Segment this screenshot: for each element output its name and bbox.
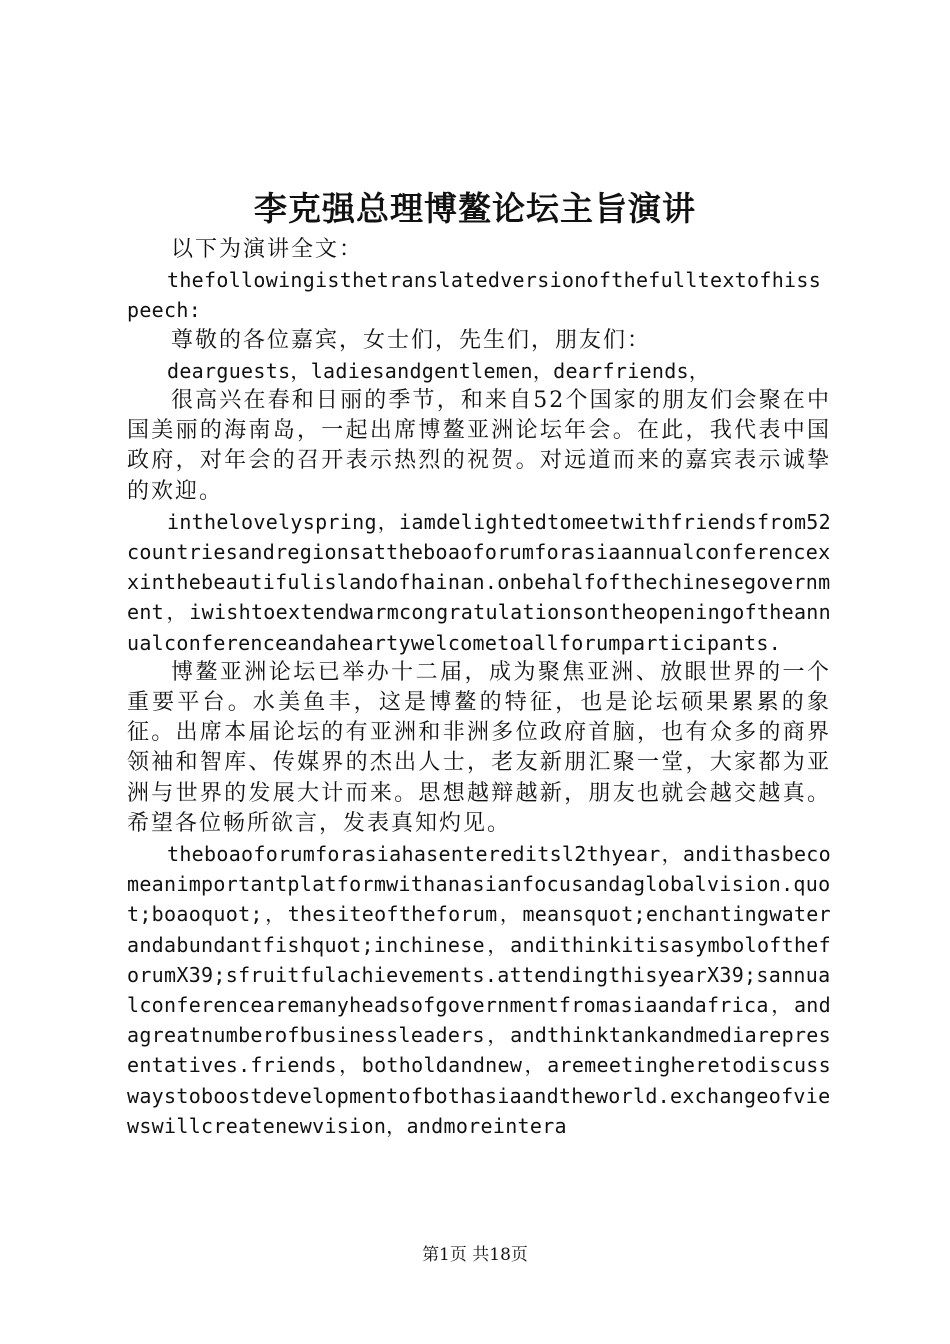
paragraph-greeting-zh: 尊敬的各位嘉宾，女士们，先生们，朋友们： — [171, 327, 652, 353]
document-body — [127, 235, 831, 1141]
document-title: 李克强总理博鳌论坛主旨演讲 — [254, 189, 696, 228]
paragraph-forum-en: theboaoforumforasiahasentereditsl2thyear，andithasbecomeanimportantplatformwithanasianfocusandaglobalvision.quot;boaoquot;，thesiteoftheforum，meansquot;enchantingwaterandabundantfishquot;inchinese，andithinkitisasymboloftheforumX39;sfruitfulachievements.attendingthisyearX39;sannualconferencearemanyheadsofgovernmentfromasiaandafrica，andagreatnumberofbusinessleaders，andthinktankandmediarepresentatives.friends，botholdandnew，aremeetingheretodiscusswaystoboostdevelopmentofbothasiaandtheworld.exchangeofviewswillcreatenewvision，andmoreintera — [127, 842, 831, 1138]
paragraph-intro-zh: 以下为演讲全文： — [171, 237, 364, 262]
page-number-footer: 第1页 共18页 — [422, 1245, 528, 1265]
paragraph-forum-zh: 博鳌亚洲论坛已举办十二届，成为聚焦亚洲、放眼世界的一个重要平台。水美鱼丰，这是博鳌的特征，也是论坛硕果累累的象征。出席本届论坛的有亚洲和非洲多位政府首脑，也有众多的商界领袖和智库、传媒界的杰出人士，老友新朋汇聚一堂，大家都为亚洲与世界的发展大计而来。思想越辩越新，朋友也就会越交越真。希望各位畅所欲言，发表真知灼见。 — [127, 659, 831, 836]
paragraph-intro-en: thefollowingisthetranslatedversionofthefulltextofhisspeech: — [127, 268, 822, 323]
paragraph-greeting-en: dearguests，ladiesandgentlemen，dearfriends， — [167, 358, 710, 383]
paragraph-welcome-en: inthelovelyspring，iamdelightedtomeetwithfriendsfrom52countriesandregionsattheboaoforumforasiaannualconferencexxinthebeautifulislandofhainan.onbehalfofthechinesegovernment，iwishtoextendwarmcongratulationsontheopeningoftheannualconferenceandaheartywelcometoallforumparticipants. — [127, 509, 831, 655]
paragraph-welcome-zh: 很高兴在春和日丽的季节，和来自52个国家的朋友们会聚在中国美丽的海南岛，一起出席博鳌亚洲论坛年会。在此，我代表中国政府，对年会的召开表示热烈的祝贺。对远道而来的嘉宾表示诚挚的欢迎。 — [127, 388, 831, 504]
